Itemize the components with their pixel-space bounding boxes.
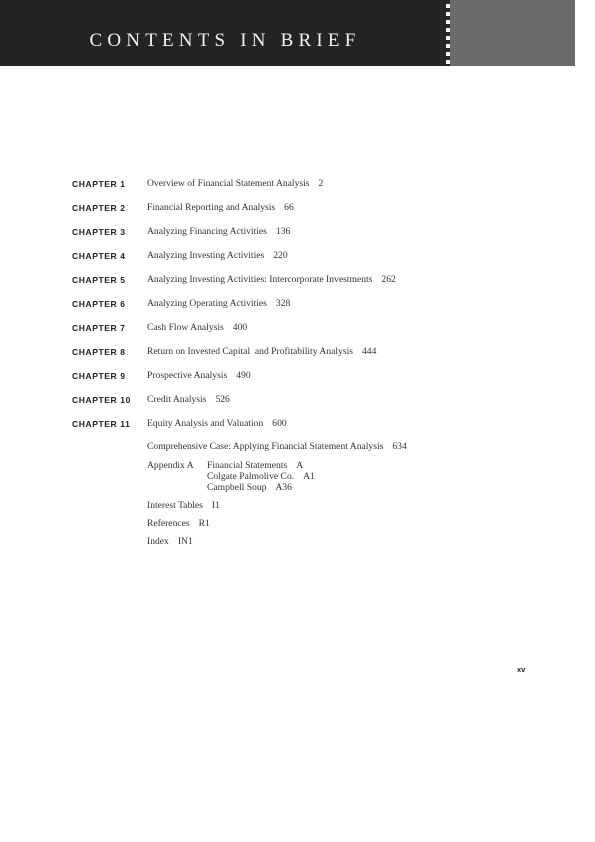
page-number: 66 [284, 202, 294, 213]
chapter-label: CHAPTER 4 [72, 251, 126, 261]
chapter-title: Analyzing Investing Activities: Intercorporate Investments 262 [147, 274, 396, 285]
toc-row-chapter-10[interactable] [0, 393, 595, 407]
toc-row-chapter-7[interactable] [0, 321, 595, 335]
chapter-title: Analyzing Financing Activities 136 [147, 226, 291, 237]
chapter-label: CHAPTER 8 [72, 347, 126, 357]
chapter-label: CHAPTER 5 [72, 275, 126, 285]
toc-row-chapter-2[interactable] [0, 201, 595, 215]
toc-row-chapter-4[interactable] [0, 249, 595, 263]
chapter-title: Analyzing Operating Activities 328 [147, 298, 291, 309]
page-number: 526 [215, 394, 230, 405]
chapter-label: CHAPTER 2 [72, 203, 126, 213]
chapter-title: Credit Analysis 526 [147, 394, 230, 405]
page-number: R1 [198, 518, 210, 529]
page-number: 328 [275, 298, 291, 309]
page-number: A [296, 460, 304, 471]
chapter-title: Return on Invested Capital and Profitability Analysis 444 [147, 346, 377, 357]
toc-row-chapter-3[interactable] [0, 225, 595, 239]
page-folio: xv [517, 665, 526, 674]
page-number: 220 [273, 250, 288, 261]
toc-row-appendix-item[interactable]: Financial Statements A [207, 460, 304, 471]
toc-row-chapter-11[interactable] [0, 417, 595, 431]
chapter-label: CHAPTER 3 [72, 227, 126, 237]
toc-row-index[interactable]: Index IN1 [147, 536, 193, 547]
chapter-label: CHAPTER 7 [72, 323, 126, 333]
toc-row-comprehensive-case[interactable]: Comprehensive Case: Applying Financial Statement Analysis 634 [147, 441, 407, 452]
chapter-title: Overview of Financial Statement Analysis 2 [147, 178, 324, 189]
page-number: 444 [361, 346, 377, 357]
chapter-title: Equity Analysis and Valuation 600 [147, 418, 287, 429]
page-number: A36 [275, 482, 292, 493]
page-title: CONTENTS IN BRIEF [89, 30, 361, 51]
chapter-label: CHAPTER 11 [72, 419, 131, 429]
page-number: 2 [318, 178, 324, 189]
toc-row-references[interactable]: References R1 [147, 518, 210, 529]
page-number: 136 [275, 226, 291, 237]
toc-row-chapter-8[interactable] [0, 345, 595, 359]
toc-row-interest-tables[interactable]: Interest Tables I1 [147, 500, 220, 511]
chapter-title: Financial Reporting and Analysis 66 [147, 202, 294, 213]
page-number: 634 [392, 441, 407, 452]
page-number: A1 [303, 471, 315, 482]
chapter-title: Prospective Analysis 490 [147, 370, 251, 381]
chapter-label: CHAPTER 1 [72, 179, 126, 189]
toc-row-chapter-9[interactable] [0, 369, 595, 383]
toc-row-chapter-1[interactable] [0, 177, 595, 191]
appendix-label: Appendix A [147, 460, 194, 471]
toc-row-appendix-item[interactable]: Colgate Palmolive Co. A1 [207, 471, 315, 482]
page-number: 262 [381, 274, 396, 285]
header-tab [450, 0, 575, 66]
page-number: 600 [272, 418, 287, 429]
chapter-label: CHAPTER 6 [72, 299, 126, 309]
chapter-title: Analyzing Investing Activities 220 [147, 250, 288, 261]
chapter-title: Cash Flow Analysis 400 [147, 322, 248, 333]
toc-row-appendix-item[interactable]: Campbell Soup A36 [207, 482, 292, 493]
page-number: 400 [232, 322, 248, 333]
toc-row-chapter-6[interactable] [0, 297, 595, 311]
chapter-label: CHAPTER 10 [72, 395, 131, 405]
chapter-label: CHAPTER 9 [72, 371, 126, 381]
page-number: IN1 [177, 536, 193, 547]
page-number: 490 [236, 370, 251, 381]
toc-row-chapter-5[interactable] [0, 273, 595, 287]
page-number: I1 [211, 500, 220, 511]
